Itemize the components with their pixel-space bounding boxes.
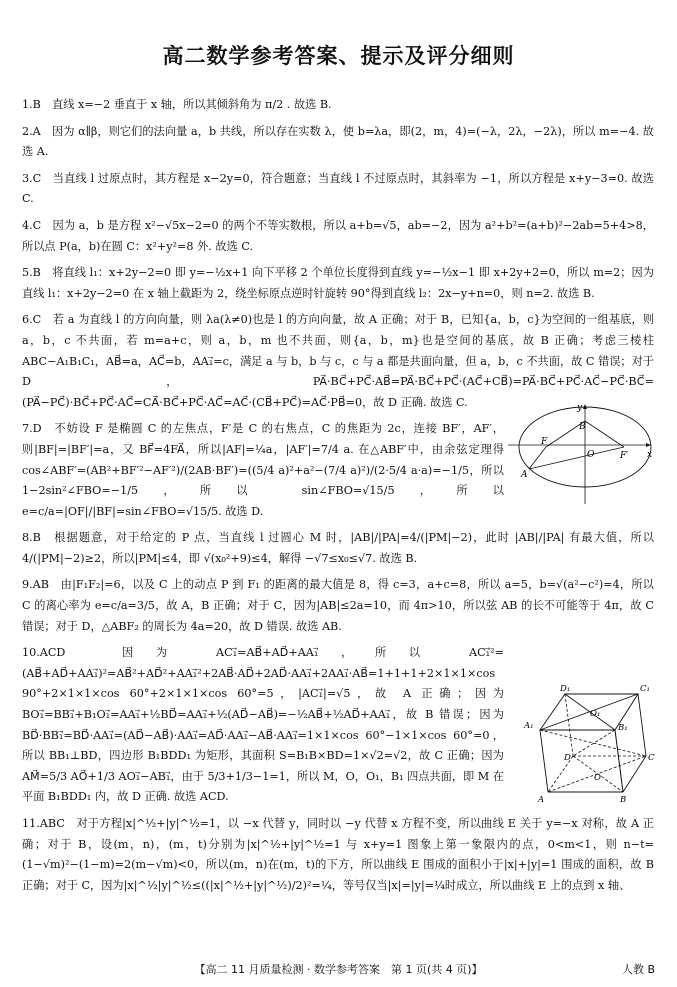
label-O: O (594, 773, 601, 783)
label-A: A (521, 470, 528, 480)
answer-9: 9.AB 由|F₁F₂|=6，以及 C 上的动点 P 到 F₁ 的距离的最大值是 8，得 c=3，a+c=8，所以 a=5，b=√(a²−c²)=4，所以 C 的离心率为 e=c/a=3/5，故 A，B 正确；对于 C，因为|AB|≤2a=10，而 4π>10，所以弦 AB 的长不可能等于 4π，故 C 错误；对于 D，△ABF₂ 的周长为 4a=20，故 D 错误. 故选 AB. (22, 578, 654, 633)
label-D: D (564, 753, 571, 763)
answer-6: 6.C 若 a 为直线 l 的方向向量，则 λa(λ≠0)也是 l 的方向向量，故 A 正确；对于 B，已知{a，b，c}为空间的一组基底，则 a，b，c 不共面，若 m=a+c，则 a，b，m 也不共面，则{a，b，m}也是空间的基底，故 B 正确；考虑三棱柱 ABC−A₁B₁C₁，AB⃗=a，AC⃗=b，AA₁⃗=c，满足 a 与 b，b 与 c，c 与 a 都是共面向量，但 a，b，c 不共面，故 C 错误；对于 D，PA⃗·BC⃗+PC⃗·AB⃗=PA⃗·BC⃗+PC⃗·(AC⃗+CB⃗)=PA⃗·BC⃗+PC⃗·AC⃗−PC⃗·BC⃗=(PA⃗−PC⃗)·BC⃗+PC⃗·AC⃗=CA⃗·BC⃗+PC⃗·AC⃗=AC⃗·(CB⃗+PC⃗)=AC⃗·PB⃗=0，故 D 正确. 故选 C. (22, 313, 654, 409)
label-O1: O₁ (590, 709, 601, 719)
label-x: x (647, 450, 653, 460)
label-B1: B₁ (618, 723, 628, 733)
label-O: O (587, 450, 595, 460)
answer-2: 2.A 因为 α∥β，则它们的法向量 a，b 共线，所以存在实数 λ，使 b=λa，即(2，m，4)=(−λ，2λ，−2λ)，所以 m=−4. 故选 A. (22, 124, 654, 159)
label-F: F (541, 437, 548, 447)
answer-11: 11.ABC 对于方程|x|^½+|y|^½=1，以 −x 代替 y，同时以 −y 代替 x 方程不变，所以曲线 E 关于 y=−x 对称，故 A 正确；对于 B，设(m，n)，(m，t)分别为|x|^½+|y|^½=1 与 x+y=1 图象上第一象限内的点，0<m<1，则 n−t=(1−√m)²−(1−m)=2(m−√m)<0，所以(m，n)在(m，t)的下方，所以曲线 E 围成的面积小于|x|+|y|=1 围成的面积，故 B 正确；对于 C，因为|x|^½|y|^½≤((|x|^½+|y|^½)/2)²=¼，等号仅当|x|=|y|=¼时成立，所以曲线 E 上的点到 x 轴、 (22, 817, 654, 892)
answer-4: 4.C 因为 a，b 是方程 x²−√5x−2=0 的两个不等实数根，所以 a+b=√5，ab=−2，因为 a²+b²=(a+b)²−2ab=5+4>8，所以点 P(a，b)在圆 C：x²+y²=8 外. 故选 C. (22, 218, 654, 253)
footer-right: 人教 B (621, 963, 655, 976)
label-B: B (620, 795, 627, 805)
y-axis-arrow-icon (583, 404, 587, 409)
answer-7: 7.D 不妨设 F 是椭圆 C 的左焦点，F′是 C 的右焦点，C 的焦距为 2c，连接 BF′，AF′，则|BF|=|BF′|=a，又 BF⃗=4FA⃗，所以|AF|=¼a，|AF′|=7/4 a. 在△ABF′中，由余弦定理得 cos∠ABF′=(AB²+BF′²−AF′²)/(2AB·BF′)=((5/4 a)²+a²−(7/4 a)²)/(2·5/4 a·a)=−1/5，所以 1−2sin²∠FBO=−1/5，所以 sin∠FBO=√15/5，所以 e=c/a=|OF|/|BF|=sin∠FBO=√15/5. 故选 D. (22, 422, 504, 518)
label-A: A (538, 795, 545, 805)
label-C1: C₁ (640, 684, 650, 694)
label-y: y (577, 403, 583, 413)
label-D1: D₁ (560, 684, 571, 694)
label-A1: A₁ (524, 721, 534, 731)
prism-figure (520, 680, 660, 810)
x-axis-arrow-icon (646, 443, 651, 447)
label-B: B (579, 422, 586, 432)
answer-10: 10.ACD 因为 AC₁⃗=AB⃗+AD⃗+AA₁⃗，所以 AC₁⃗²=(AB⃗+AD⃗+AA₁⃗)²=AB⃗²+AD⃗²+AA₁⃗²+2AB⃗·AD⃗+2AD⃗·AA₁⃗+2AA₁⃗·AB⃗=1+1+1+2×1×1×cos 90°+2×1×1×cos 60°+2×1×1×cos 60°=5，|AC₁⃗|=√5，故 A 正确；因为 BO₁⃗=BB₁⃗+B₁O₁⃗=AA₁⃗+½BD⃗=AA₁⃗+½(AD⃗−AB⃗)=−½AB⃗+½AD⃗+AA₁⃗，故 B 错误；因为 BD⃗·BB₁⃗=BD⃗·AA₁⃗=(AD⃗−AB⃗)·AA₁⃗=AD⃗·AA₁⃗−AB⃗·AA₁⃗=1×1×cos 60°−1×1×cos 60°=0，所以 BB₁⊥BD，四边形 B₁BDD₁ 为矩形，其面积 S=B₁B×BD=1×√2=√2，故 C 正确；因为 AM⃗=5/3 AO⃗+1/3 AO₁⃗−AB₁⃗，由于 5/3+1/3−1=1，所以 M，O，O₁，B₁ 四点共面，即 M 在平面 B₁BDD₁ 内，故 D 正确. 故选 ACD. (22, 646, 504, 804)
answer-1: 1.B 直线 x=−2 垂直于 x 轴，所以其倾斜角为 π/2 . 故选 B. (22, 98, 332, 111)
ellipse-figure (503, 400, 655, 510)
answer-5: 5.B 将直线 l₁：x+2y−2=0 即 y=−½x+1 向下平移 2 个单位长度得到直线 y=−½x−1 即 x+2y+2=0，所以 m=2；因为直线 l₁：x+2y−2=0 在 x 轴上截距为 2，绕坐标原点逆时针旋转 90°得到直线 l₂：2x−y+n=0，则 n=2. 故选 B. (22, 266, 654, 300)
page-title: 高二数学参考答案、提示及评分细则 (162, 44, 515, 68)
answer-8: 8.B 根据题意，对于给定的 P 点，当直线 l 过圆心 M 时，|AB|/|PA|=4/(|PM|−2)，此时 |AB|/|PA| 有最大值，所以 4/(|PM|−2)≥2，所以|PM|≤4，即 √(x₀²+9)≤4，解得 −√7≤x₀≤√7. 故选 B. (22, 531, 654, 565)
footer-center: 【高二 11 月质量检测 · 数学参考答案 第 1 页(共 4 页)】 (194, 963, 483, 976)
label-C: C (648, 753, 655, 763)
label-F-prime: F′ (620, 451, 629, 461)
answer-3: 3.C 当直线 l 过原点时，其方程是 x−2y=0，符合题意；当直线 l 不过原点时，其斜率为 −1，所以方程是 x+y−3=0. 故选 C. (22, 171, 654, 206)
